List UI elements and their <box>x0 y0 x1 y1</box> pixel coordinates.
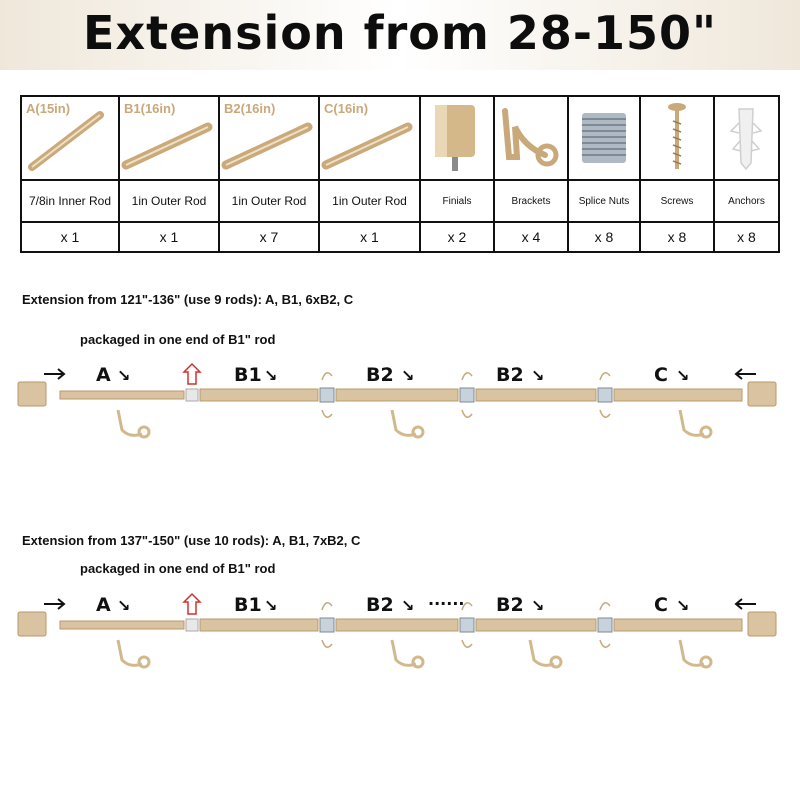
rod-b2 <box>336 619 458 631</box>
push-left-arrow-icon <box>736 369 756 379</box>
curved-arrow-icon: ↘ <box>264 366 278 385</box>
segment-label: B2 <box>496 364 524 386</box>
ellipsis-label: ······ <box>428 594 465 613</box>
segment-label: B2 <box>366 364 394 386</box>
rod-b1 <box>200 619 318 631</box>
segment-label: A <box>96 594 111 616</box>
part-image <box>22 97 118 181</box>
splice-nut-icon <box>320 618 334 632</box>
rod-b2 <box>476 619 596 631</box>
part-name: Finials <box>421 181 493 223</box>
curved-arrow-icon: ↘ <box>676 366 690 385</box>
rod-b1 <box>200 389 318 401</box>
segment-label: B2 <box>496 594 524 616</box>
push-right-arrow-icon <box>44 369 64 379</box>
part-name: Brackets <box>495 181 567 223</box>
bracket-icon <box>118 410 711 437</box>
part-column-b2 <box>220 97 320 251</box>
red-up-arrow-icon <box>184 364 200 384</box>
curved-arrow-icon: ↘ <box>531 366 545 385</box>
part-image <box>220 97 318 181</box>
segment-label: C <box>654 364 668 386</box>
segment-label: C <box>654 594 668 616</box>
part-column-brackets <box>495 97 569 251</box>
config1-packaged-note: packaged in one end of B1" rod <box>80 332 276 347</box>
right-finial-icon <box>748 382 776 406</box>
anchor-icon <box>715 97 777 177</box>
part-image <box>641 97 713 181</box>
push-right-arrow-icon <box>44 599 64 609</box>
inner-splice <box>186 389 198 401</box>
rod-c <box>614 619 742 631</box>
part-column-screws <box>641 97 715 251</box>
part-image <box>569 97 639 181</box>
rod-icon <box>320 97 419 177</box>
part-image <box>421 97 493 181</box>
left-finial-icon <box>18 382 46 406</box>
part-image <box>320 97 419 181</box>
part-qty: x 8 <box>737 229 756 245</box>
part-name: 7/8in Inner Rod <box>22 181 118 223</box>
curved-arrow-icon: ↘ <box>676 596 690 615</box>
curved-arrow-icon: ↘ <box>264 596 278 615</box>
part-qty: x 1 <box>159 229 179 245</box>
part-qty: x 4 <box>521 229 541 245</box>
splice-nut-icon <box>598 388 612 402</box>
config1-assembly-diagram <box>0 360 800 440</box>
part-column-finials <box>421 97 495 251</box>
config2-assembly-diagram <box>0 590 800 670</box>
segment-label: A <box>96 364 111 386</box>
segment-label: B2 <box>366 594 394 616</box>
part-column-c <box>320 97 421 251</box>
part-name: Screws <box>641 181 713 223</box>
bracket-icon <box>495 97 567 177</box>
part-qty: x 1 <box>60 229 80 245</box>
curved-arrow-icon: ↘ <box>401 596 415 615</box>
left-finial-icon <box>18 612 46 636</box>
rod-icon <box>220 97 318 177</box>
part-qty: x 8 <box>594 229 614 245</box>
part-qty: x 8 <box>667 229 687 245</box>
page-title: Extension from 28-150" <box>83 6 717 60</box>
segment-label: B1 <box>234 364 262 386</box>
parts-table <box>20 95 780 253</box>
rod-a <box>60 621 184 629</box>
config2-heading: Extension from 137"-150" (use 10 rods): A, B1, 7xB2, C <box>22 533 361 548</box>
part-image <box>495 97 567 181</box>
part-column-anchors <box>715 97 778 251</box>
part-qty: x 1 <box>360 229 379 245</box>
splice-nut-icon <box>569 97 639 177</box>
curved-arrow-icon: ↘ <box>531 596 545 615</box>
inner-splice <box>186 619 198 631</box>
config1-heading: Extension from 121"-136" (use 9 rods): A, B1, 6xB2, C <box>22 292 354 307</box>
curved-arrow-icon: ↘ <box>117 596 131 615</box>
part-name: 1in Outer Rod <box>220 181 318 223</box>
rod-icon <box>22 97 118 177</box>
part-column-a <box>22 97 120 251</box>
part-column-b1 <box>120 97 220 251</box>
config2-packaged-note: packaged in one end of B1" rod <box>80 561 276 576</box>
part-name: Anchors <box>715 181 778 223</box>
part-label: C(16in) <box>324 101 369 116</box>
screw-icon <box>641 97 713 177</box>
part-qty: x 2 <box>447 229 467 245</box>
curved-arrow-icon: ↘ <box>117 366 131 385</box>
rod-a <box>60 391 184 399</box>
part-column-splice-nuts <box>569 97 641 251</box>
bracket-icon <box>118 640 711 667</box>
part-name: 1in Outer Rod <box>120 181 218 223</box>
rod-c <box>614 389 742 401</box>
part-label: A(15in) <box>26 101 71 116</box>
splice-nut-icon <box>460 388 474 402</box>
red-up-arrow-icon <box>184 594 200 614</box>
splice-nut-icon <box>460 618 474 632</box>
finial-icon <box>421 97 493 177</box>
rod-b2 <box>336 389 458 401</box>
push-left-arrow-icon <box>736 599 756 609</box>
title-banner <box>0 0 800 70</box>
part-qty: x 7 <box>259 229 279 245</box>
part-name: 1in Outer Rod <box>320 181 419 223</box>
part-name: Splice Nuts <box>569 181 639 223</box>
right-finial-icon <box>748 612 776 636</box>
part-label: B1(16in) <box>124 101 176 116</box>
rod-icon <box>120 97 218 177</box>
part-image <box>120 97 218 181</box>
splice-nut-icon <box>320 388 334 402</box>
curved-arrow-icon: ↘ <box>401 366 415 385</box>
segment-label: B1 <box>234 594 262 616</box>
part-label: B2(16in) <box>224 101 276 116</box>
splice-nut-icon <box>598 618 612 632</box>
rod-b2 <box>476 389 596 401</box>
part-image <box>715 97 778 181</box>
